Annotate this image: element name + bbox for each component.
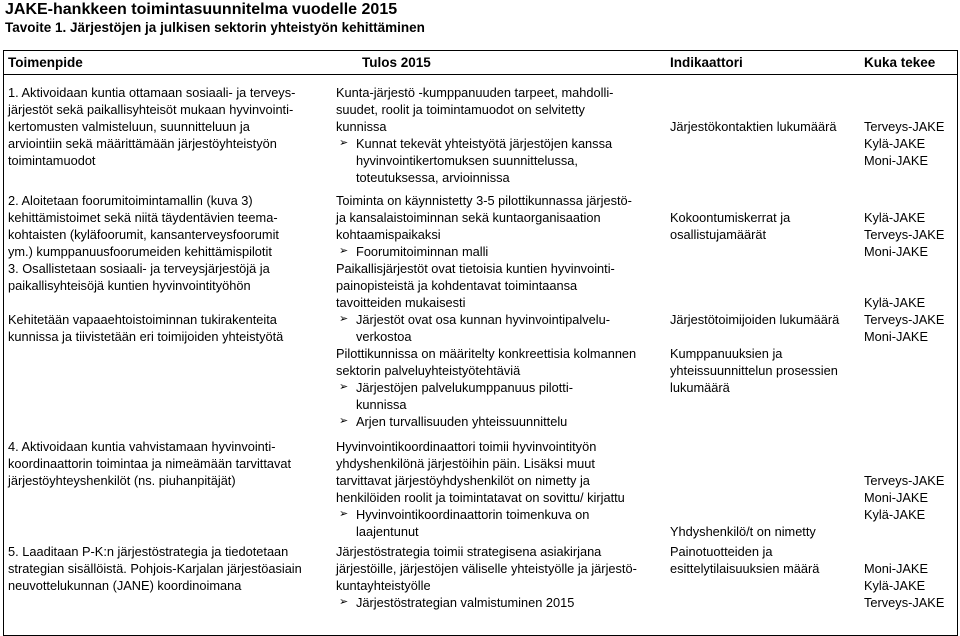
arrow-bullet-icon: ➢ (339, 245, 349, 257)
action-line: arviointiin sekä määrittämään järjestöyhteistyön (8, 136, 277, 151)
action-line: 5. Laaditaan P-K:n järjestöstrategia ja tiedotetaan (8, 544, 289, 559)
action-line: koordinaattorin toimintaa ja nimeämään tarvittavat (8, 456, 292, 471)
who-line: Kylä-JAKE (864, 295, 926, 310)
bullet-text: Hyvinvointikoordinaattorin toimenkuva on (356, 507, 590, 522)
result-line: yhdyshenkilönä järjestöihin päin. Lisäksi muut (336, 456, 595, 471)
bullet-item (336, 506, 661, 540)
arrow-bullet-icon: ➢ (339, 415, 349, 427)
action-line: 2. Aloitetaan foorumitoimintamallin (kuva 3) (8, 193, 253, 208)
row-5-action (8, 543, 328, 594)
action-line: kohtaisten (kyläfoorumit, kansanterveysfoorumit (8, 227, 279, 242)
who-line: Terveys-JAKE (864, 595, 945, 610)
table-header-border (3, 74, 958, 75)
action-line: 3. Osallistetaan sosiaali- ja terveysjärjestöjä ja (8, 261, 270, 276)
action-line: neuvottelukunnan (JANE) koordinoimana (8, 578, 242, 593)
action-line: kertomusten valmisteluun, suunnitteluun ja (8, 119, 250, 134)
bullet-text: toteutuksessa, arvioinnissa (356, 170, 510, 185)
bullet-item (336, 135, 661, 186)
action-line: kunnissa ja tiivistetään eri toimijoiden yhteistyötä (8, 329, 284, 344)
bullet-text: Järjestöstrategian valmistuminen 2015 (356, 595, 575, 610)
row-3-action (8, 260, 328, 345)
result-line: kohtaamispaikaksi (336, 227, 441, 242)
result-line: ja kansalaistoiminnan sekä kuntaorganisaation (336, 210, 601, 225)
bullet-item (336, 594, 661, 611)
row-4-indicator (670, 523, 860, 540)
bullet-text: Järjestöt ovat osa kunnan hyvinvointipalvelu- (356, 312, 610, 327)
bullet-text: Arjen turvallisuuden yhteissuunnittelu (356, 414, 568, 429)
indicator-line: Kumppanuuksien ja (670, 346, 783, 361)
who-line: Moni-JAKE (864, 490, 929, 505)
table-left-border (3, 50, 4, 636)
col-header-indicator: Indikaattori (670, 55, 743, 70)
row-1-who (864, 118, 956, 169)
arrow-bullet-icon: ➢ (339, 596, 349, 608)
row-3-indicator-a (670, 311, 860, 328)
row-5-indicator (670, 543, 860, 577)
result-line: henkilöiden roolit ja toimintatavat on sovittu/ kirjattu (336, 490, 625, 505)
result-line: Järjestöstrategia toimii strategisena asiakirjana (336, 544, 602, 559)
arrow-bullet-icon: ➢ (339, 381, 349, 393)
row-5-who (864, 560, 956, 611)
bullet-text: verkostoa (356, 329, 412, 344)
row-2-who (864, 209, 956, 260)
row-2-action (8, 192, 328, 260)
action-line: toimintamuodot (8, 153, 96, 168)
action-line: strategian sisällöistä. Pohjois-Karjalan järjestöasiain (8, 561, 302, 576)
row-3-indicator-b (670, 345, 860, 396)
result-line: tavoitteiden mukaisesti (336, 295, 466, 310)
row-4-action (8, 438, 328, 489)
row-1-action (8, 84, 328, 169)
page-title: JAKE-hankkeen toimintasuunnitelma vuodelle 2015 (5, 1, 398, 18)
bullet-item (336, 243, 661, 260)
result-line: Paikallisjärjestöt ovat tietoisia kuntien hyvinvointi- (336, 261, 615, 276)
result-line: järjestöille, järjestöjen väliselle yhteistyölle ja järjestö- (336, 561, 637, 576)
action-line: järjestöt sekä paikallisyhteisöt mukaan hyvinvointi- (8, 102, 294, 117)
action-line: ym.) kumppanuusfoorumeiden kehittämispilotit (8, 244, 272, 259)
result-line: kunnissa (336, 119, 387, 134)
bullet-item (336, 311, 661, 345)
who-line: Terveys-JAKE (864, 312, 945, 327)
page-subtitle: Tavoite 1. Järjestöjen ja julkisen sektorin yhteistyön kehittäminen (5, 20, 425, 35)
result-line: Toiminta on käynnistetty 3-5 pilottikunnassa järjestö- (336, 193, 632, 208)
action-line: 1. Aktivoidaan kuntia ottamaan sosiaali- ja terveys- (8, 85, 296, 100)
row-2-indicator (670, 209, 860, 243)
col-header-action: Toimenpide (8, 55, 83, 70)
indicator-line: Painotuotteiden ja (670, 544, 773, 559)
bullet-text: kunnissa (356, 397, 407, 412)
action-line: järjestöyhteyshenkilöt (ns. piuhanpitäjät) (8, 473, 236, 488)
bullet-text: Järjestöjen palvelukumppanuus pilotti- (356, 380, 573, 395)
result-line: Kunta-järjestö -kumppanuuden tarpeet, mahdolli- (336, 85, 614, 100)
indicator-line: yhteissuunnittelun prosessien (670, 363, 838, 378)
indicator-line: Järjestötoimijoiden lukumäärä (670, 312, 840, 327)
who-line: Moni-JAKE (864, 153, 929, 168)
row-4-who (864, 472, 956, 523)
bullet-text: hyvinvointikertomuksen suunnittelussa, (356, 153, 578, 168)
indicator-line: lukumäärä (670, 380, 730, 395)
result-line: Hyvinvointikoordinaattori toimii hyvinvointityön (336, 439, 597, 454)
col-header-who: Kuka tekee (864, 55, 936, 70)
row-4-result (336, 438, 661, 540)
result-line: painopisteistä ja kohdentavat toimintaansa (336, 278, 578, 293)
who-line: Terveys-JAKE (864, 227, 945, 242)
row-2-result (336, 192, 661, 260)
who-line: Kylä-JAKE (864, 507, 926, 522)
action-line: 4. Aktivoidaan kuntia vahvistamaan hyvinvointi- (8, 439, 276, 454)
indicator-line: osallistujamäärät (670, 227, 767, 242)
who-line: Terveys-JAKE (864, 473, 945, 488)
who-line: Moni-JAKE (864, 244, 929, 259)
blank-line (8, 294, 328, 311)
indicator-line: Järjestökontaktien lukumäärä (670, 119, 837, 134)
arrow-bullet-icon: ➢ (339, 508, 349, 520)
bullet-text: Kunnat tekevät yhteistyötä järjestöjen kanssa (356, 136, 613, 151)
who-line: Moni-JAKE (864, 329, 929, 344)
bullet-text: Foorumitoiminnan malli (356, 244, 489, 259)
indicator-line: Yhdyshenkilö/t on nimetty (670, 524, 816, 539)
who-line: Kylä-JAKE (864, 578, 926, 593)
arrow-bullet-icon: ➢ (339, 313, 349, 325)
who-line: Kylä-JAKE (864, 136, 926, 151)
bullet-item (336, 413, 661, 430)
result-line: tarvittavat järjestöyhdyshenkilöt on nimetty ja (336, 473, 590, 488)
indicator-line: esittelytilaisuuksien määrä (670, 561, 820, 576)
table-top-border (3, 50, 958, 51)
row-3-result (336, 260, 661, 430)
row-1-indicator (670, 118, 860, 135)
result-line: suudet, roolit ja toimintamuodot on selvitetty (336, 102, 585, 117)
action-line: paikallisyhteisöjä kuntien hyvinvointityöhön (8, 278, 251, 293)
who-line: Terveys-JAKE (864, 119, 945, 134)
result-line: Pilottikunnissa on määritelty konkreettisia kolmannen (336, 346, 637, 361)
action-line: Kehitetään vapaaehtoistoiminnan tukirakenteita (8, 312, 277, 327)
bullet-text: laajentunut (356, 524, 419, 539)
indicator-line: Kokoontumiskerrat ja (670, 210, 791, 225)
who-line: Kylä-JAKE (864, 210, 926, 225)
who-line: Moni-JAKE (864, 561, 929, 576)
action-line: kehittämistoimet sekä niitä täydentävien teema- (8, 210, 278, 225)
bullet-item (336, 379, 661, 413)
result-line: sektorin palveluyhteistyötehtäviä (336, 363, 521, 378)
result-line: kuntayhteistyölle (336, 578, 431, 593)
arrow-bullet-icon: ➢ (339, 137, 349, 149)
row-3-who (864, 294, 956, 345)
col-header-result: Tulos 2015 (362, 55, 431, 70)
table-right-border (957, 50, 958, 636)
row-1-result (336, 84, 661, 186)
row-5-result (336, 543, 661, 611)
